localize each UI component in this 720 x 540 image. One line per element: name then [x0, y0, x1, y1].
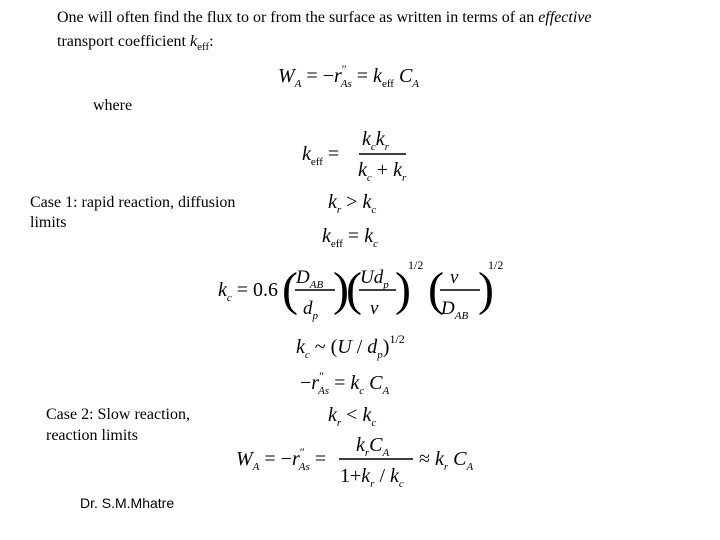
svg-text:): ) [395, 263, 411, 316]
case1-condition-equation [328, 188, 398, 216]
case2-label-line-1: Case 2: Slow reaction, [46, 406, 190, 423]
author-footer: Dr. S.M.Mhatre [80, 495, 175, 511]
svg-text:1+kr / kc: $1+k_r / k_c$ [340, 465, 404, 490]
case1-kc-correlation-equation [218, 255, 504, 327]
svg-text:kr < kc: $k_r < k_c$ [328, 404, 377, 429]
svg-text:WA = −r″As =: $W_A = -r''$ As = [236, 445, 327, 473]
svg-text:dp: $d_p$ [303, 298, 318, 322]
svg-text:keff =: $k_{eff}$ = [302, 143, 340, 168]
svg-text:kr > kc: $k_r > k_c$ [328, 191, 377, 216]
svg-text:kc ~ (U / dp)1/2: $k_c$ ~ $(U / d_p)^{1/2}$ [296, 332, 405, 361]
svg-text:kc = 0.6: $k_c = 0.6$ [218, 279, 279, 304]
svg-text:kckr: $k_ck_r$ [362, 128, 389, 153]
svg-text:krCA: $k_rC_A$ [356, 434, 390, 459]
svg-text:−r″As = kc CA: −r″ $As = k_c$ $C_A$ [300, 369, 390, 397]
case1-rate-equation [300, 367, 420, 397]
keff-definition-equation [302, 126, 412, 184]
svg-text:DAB: $D_{AB}$ [296, 267, 324, 291]
where-label: where [93, 97, 133, 114]
case2-label-line-2: reaction limits [46, 427, 138, 444]
svg-text:(: ( [428, 263, 444, 316]
intro-line-1 [57, 8, 592, 28]
svg-text:1/2: 1/2 [488, 258, 504, 272]
case1-kc-scaling-equation [296, 331, 426, 361]
svg-text:WA = −r″As = keff CA: $W_A = -r''$ $As = k_{eff}$ $C_A$ [278, 62, 420, 90]
svg-text:(: ( [282, 263, 298, 316]
intro-k-symbol: k [189, 33, 198, 50]
case1-label-line-2: limits [30, 214, 67, 231]
svg-text:(: ( [346, 263, 362, 316]
svg-text:DAB: $D_{AB}$ [441, 298, 469, 322]
intro-line-1-text: One will often find the flux to or from the surface as written in terms of an [57, 9, 539, 26]
case2-flux-equation [236, 431, 486, 493]
svg-text:): ) [478, 263, 494, 316]
svg-text:ν: ν [370, 298, 379, 319]
case1-label-line-1: Case 1: rapid reaction, diffusion [30, 194, 236, 211]
intro-line-2 [57, 32, 214, 57]
flux-definition-equation [278, 58, 438, 92]
svg-text:): ) [333, 263, 349, 316]
svg-text:1/2: 1/2 [408, 258, 424, 272]
svg-text:Udp: $Ud_p$ [360, 267, 389, 291]
svg-text:kc + kr: $k_c + k_r$ [358, 159, 407, 184]
case2-condition-equation [328, 401, 398, 429]
intro-emphasis: effective [538, 9, 592, 26]
intro-colon: : [209, 33, 214, 50]
svg-text:keff = kc: $k_{eff} = k_c$ [322, 225, 378, 250]
intro-eff-subscript: eff [197, 41, 210, 54]
svg-text:ν: ν [450, 267, 459, 288]
intro-line-2-text: transport coefficient [57, 33, 190, 50]
svg-text:≈ kr CA: ≈ $k_r$ $C_A$ [419, 448, 474, 473]
case1-keff-equation [322, 222, 402, 250]
